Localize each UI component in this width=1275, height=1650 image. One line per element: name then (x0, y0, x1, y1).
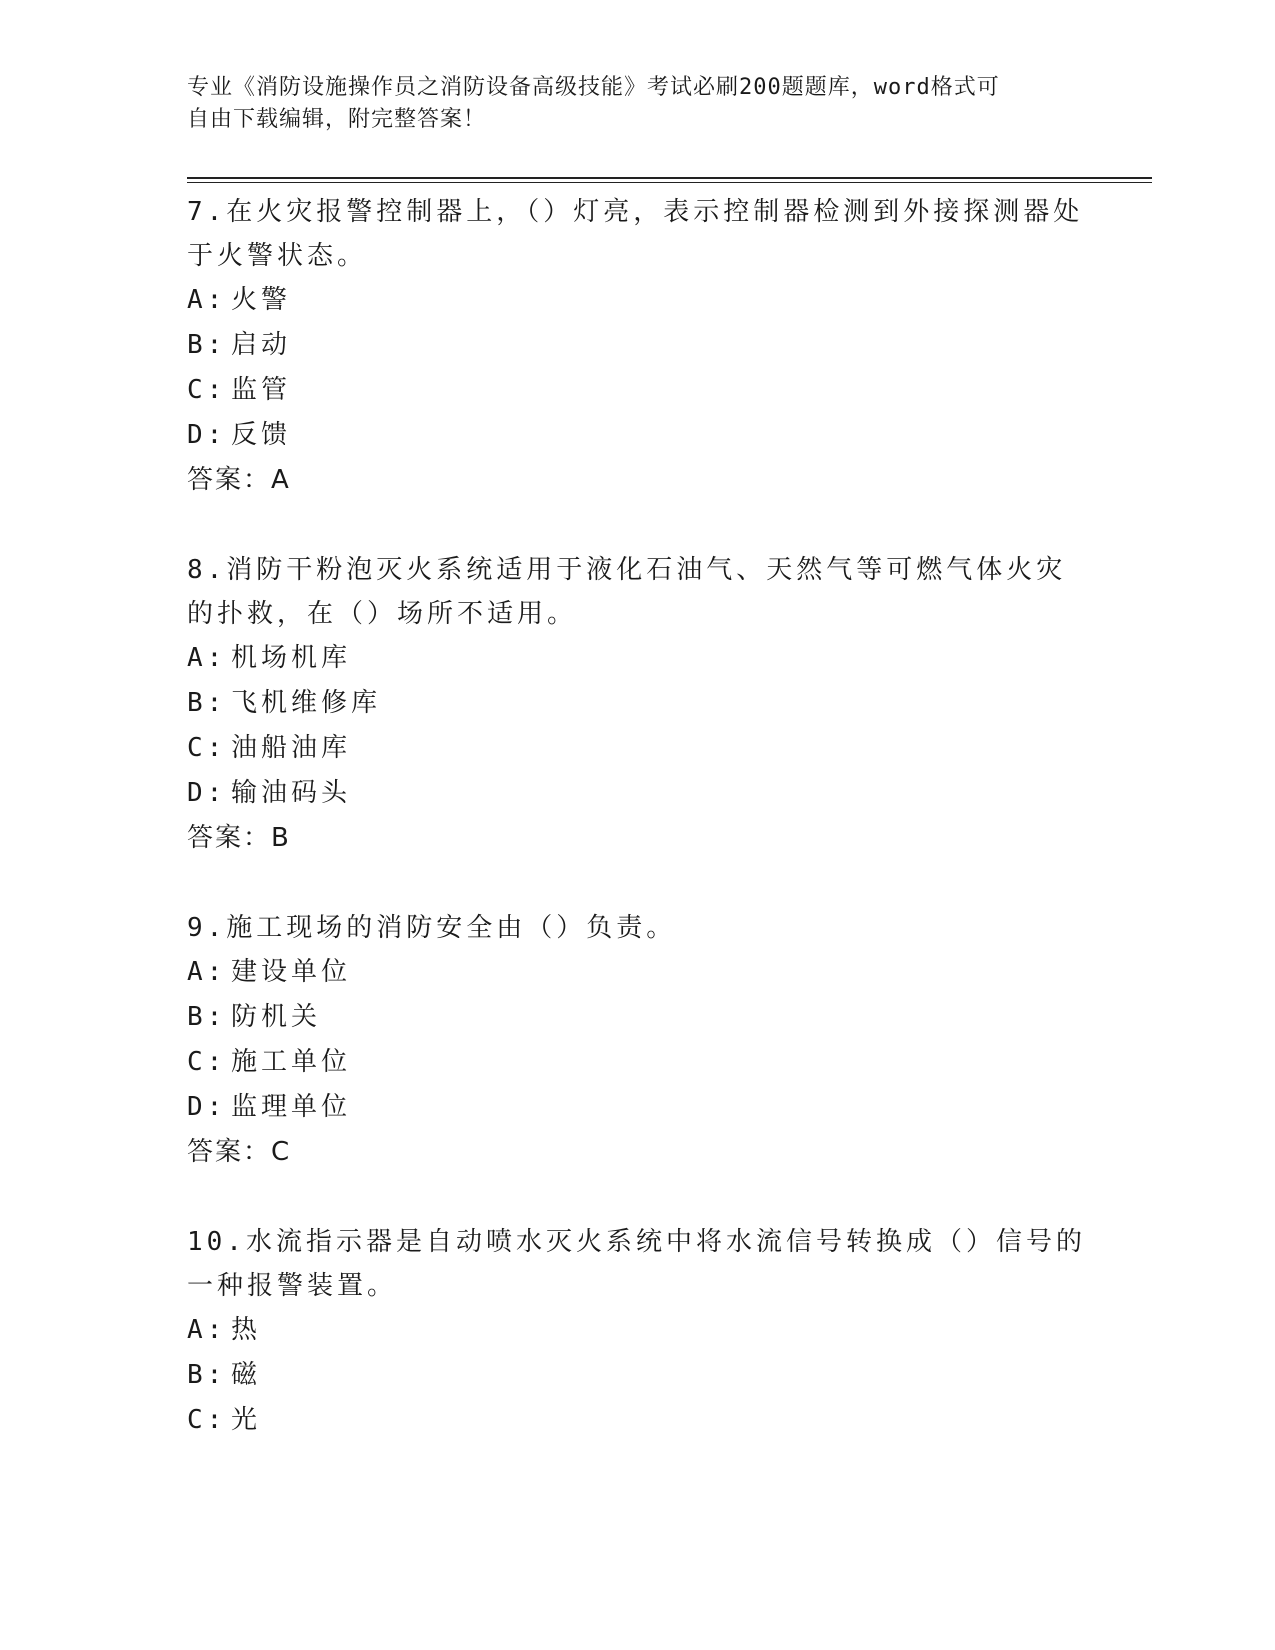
option-text: 油船油库 (231, 733, 352, 763)
header-divider-thin (187, 182, 1152, 183)
option-text: 防机关 (231, 1002, 322, 1032)
document-header (187, 72, 1087, 136)
option-key: A: (187, 957, 227, 987)
option-key: A: (187, 285, 227, 315)
option-key: B: (187, 688, 227, 718)
option-a (187, 636, 1087, 681)
option-key: C: (187, 375, 227, 405)
question-9 (187, 906, 1087, 1175)
option-b (187, 681, 1087, 726)
option-d (187, 771, 1087, 816)
option-c (187, 726, 1087, 771)
option-a (187, 1308, 1087, 1353)
option-key: D: (187, 778, 227, 808)
option-key: A: (187, 643, 227, 673)
answer-line: 答案：B (187, 823, 291, 853)
option-key: D: (187, 1092, 227, 1122)
option-a (187, 950, 1087, 995)
header-divider-thick (187, 177, 1152, 179)
question-stem: 9.施工现场的消防安全由（）负责。 (187, 913, 677, 943)
question-7 (187, 190, 1087, 503)
option-key: C: (187, 1405, 227, 1435)
question-8 (187, 548, 1087, 861)
question-stem: 10.水流指示器是自动喷水灭火系统中将水流信号转换成（）信号的一种报警装置。 (187, 1227, 1086, 1301)
option-a (187, 278, 1087, 323)
option-key: B: (187, 1360, 227, 1390)
question-stem: 7.在火灾报警控制器上，（）灯亮，表示控制器检测到外接探测器处于火警状态。 (187, 197, 1084, 271)
option-b (187, 1353, 1087, 1398)
answer-line: 答案：C (187, 1137, 292, 1167)
option-text: 反馈 (231, 420, 292, 450)
question-stem: 8.消防干粉泡灭火系统适用于液化石油气、天然气等可燃气体火灾的扑救，在（）场所不适用。 (187, 555, 1067, 629)
option-text: 火警 (231, 285, 292, 315)
answer-line: 答案：A (187, 465, 291, 495)
option-text: 启动 (231, 330, 292, 360)
option-c (187, 1040, 1087, 1085)
option-b (187, 323, 1087, 368)
option-key: C: (187, 1047, 227, 1077)
option-text: 监理单位 (231, 1092, 352, 1122)
option-b (187, 995, 1087, 1040)
question-list (187, 190, 1087, 1488)
option-text: 施工单位 (231, 1047, 352, 1077)
header-line-1: 专业《消防设施操作员之消防设备高级技能》考试必刷200题题库，word格式可 (187, 75, 1000, 100)
question-10 (187, 1220, 1087, 1443)
option-text: 飞机维修库 (231, 688, 382, 718)
header-line-2: 自由下载编辑，附完整答案！ (187, 107, 487, 132)
option-text: 磁 (231, 1360, 262, 1390)
option-text: 光 (231, 1405, 262, 1435)
option-key: A: (187, 1315, 227, 1345)
option-key: B: (187, 330, 227, 360)
option-key: D: (187, 420, 227, 450)
option-text: 监管 (231, 375, 292, 405)
option-d (187, 1085, 1087, 1130)
option-key: C: (187, 733, 227, 763)
option-d (187, 413, 1087, 458)
option-text: 建设单位 (231, 957, 352, 987)
option-key: B: (187, 1002, 227, 1032)
option-c (187, 368, 1087, 413)
option-text: 机场机库 (231, 643, 352, 673)
option-text: 输油码头 (231, 778, 352, 808)
option-text: 热 (231, 1315, 262, 1345)
option-c (187, 1398, 1087, 1443)
